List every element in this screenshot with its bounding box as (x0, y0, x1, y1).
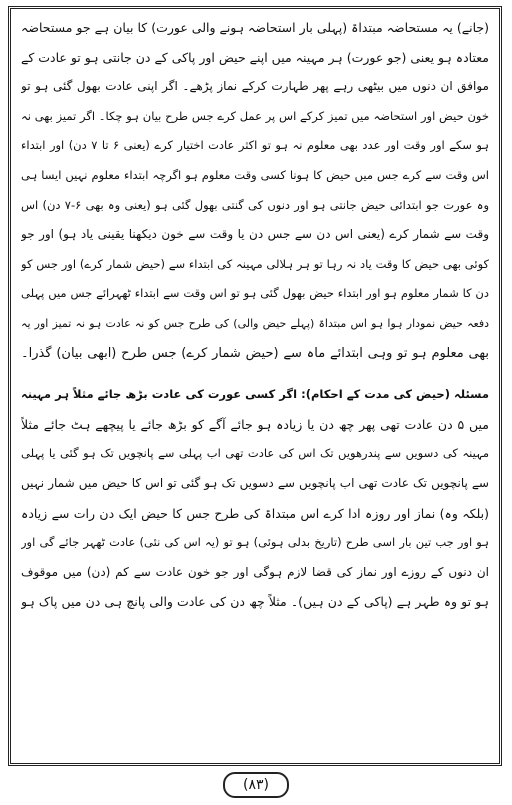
text-line: وقت سے شمار کرے (یعنی اس دن سے جس دن یا وقت سے خون دیکھنا یقینی یاد ہو) اور جو (21, 227, 489, 242)
text-line: بھی معلوم ہو تو وہی ابتدائے ماہ سے (حیض شمار کرے) جس طرح (ابھی بیان) گذرا۔ (21, 345, 489, 361)
text-line: خون حیض اور استحاضہ میں تمیز کرکے اس پر عمل کرے جس طرح بیان ہو چکا۔ اگر تمیز بھی نہ (21, 108, 489, 123)
text-line: ہو اور جب تین بار اسی طرح (تاریخ بدلی ہوئی) ہو تو (یہ اس کی نئی) عادت ٹھہر جائے گی اور (21, 535, 489, 550)
text-line: دفعہ حیض نمودار ہوا ہو اس مبتداۃ (پہلے حیض والی) کی طرح جس کو نہ عادت ہو نہ تمیز اور یہ (21, 316, 489, 330)
text-frame (8, 6, 502, 766)
text-line: کوئی بھی حیض کا وقت یاد نہ رہا تو ہر ہلالی مہینہ کی ابتداء سے (حیض شمار کرے) اور جس کو (21, 256, 489, 271)
text-line: دن کا شمار معلوم ہو اور ابتداء حیض بھول گئی ہو تو اس وقت سے ابتداء ٹھہرائے جس میں پہلی (21, 286, 489, 301)
text-line: اس وقت سے کرے جس میں حیض کا ہونا کسی وقت معلوم ہو اگرچہ ابتداء معلوم نہیں ایسا ہی (21, 167, 489, 182)
page-number: (۸۳) (223, 772, 289, 798)
masala-heading-line: مسئلہ (حیض کی مدت کے احکام): اگر کسی عورت کی عادت بڑھ جائے مثلاً ہر مہینہ (21, 387, 489, 402)
paragraph-gap (21, 368, 489, 380)
text-line: موافق ان دنوں میں بیٹھی رہے پھر طہارت کرکے نماز پڑھے۔ اگر اپنی عادت بھول گئی ہو تو (21, 79, 489, 94)
text-line: ان دنوں کے روزے اور نماز کی قضا لازم ہوگی اور جو خون عادت سے کم (دن) میں موقوف (21, 564, 489, 579)
paragraph-2 (21, 380, 489, 617)
text-line: (بلکہ وہ) نماز اور روزہ ادا کرے اس مبتداۃ کی طرح جس کا حیض ایک دن رات سے زیادہ (21, 505, 489, 521)
text-line: ہو سکے اور وقت اور عدد بھی معلوم نہ ہو تو اکثر عادت اختیار کرے (یعنی ۶ تا ۷ دن) اور ابتداء (21, 138, 489, 153)
text-line: مہینہ کی دسویں سے پندرھویں تک اس کی عادت تھی اب پہلی سے پانچویں تک ہو گئی یا پہلی (21, 446, 489, 461)
page-footer (0, 772, 512, 798)
paragraph-1 (21, 13, 489, 368)
text-line: سے پانچویں تک عادت تھی اب پانچویں سے دسویں تک ہو گئی تو اس کا حیض میں شمار نہیں (21, 475, 489, 490)
text-line: (جانے) یہ مستحاضہ مبتداۃ (پہلی بار استحاضہ ہونے والی عورت) کا بیان ہے جو مستحاضہ (21, 20, 489, 35)
text-line: وہ عورت جو ابتدائی حیض جانتی ہو اور دنوں کی گنتی بھول گئی ہو (یعنی وہ بھی ۶-۷ دن) اس (21, 197, 489, 212)
text-line: معتادہ ہو یعنی (جو عورت) ہر مہینہ میں اپنے حیض اور پاکی کے دن جانتی ہو تو عادت کے (21, 49, 489, 65)
text-line: میں ۵ دن عادت تھی پھر چھ دن یا زیادہ ہو جائے آگے کو بڑھ جائے یا پیچھے ہٹ جائے مثلاً (21, 416, 489, 432)
text-line: ہو تو وہ طہر ہے (پاکی کے دن ہیں)۔ مثلاً چھ دن کی عادت والی پانچ ہی دن میں پاک ہو (21, 594, 489, 610)
